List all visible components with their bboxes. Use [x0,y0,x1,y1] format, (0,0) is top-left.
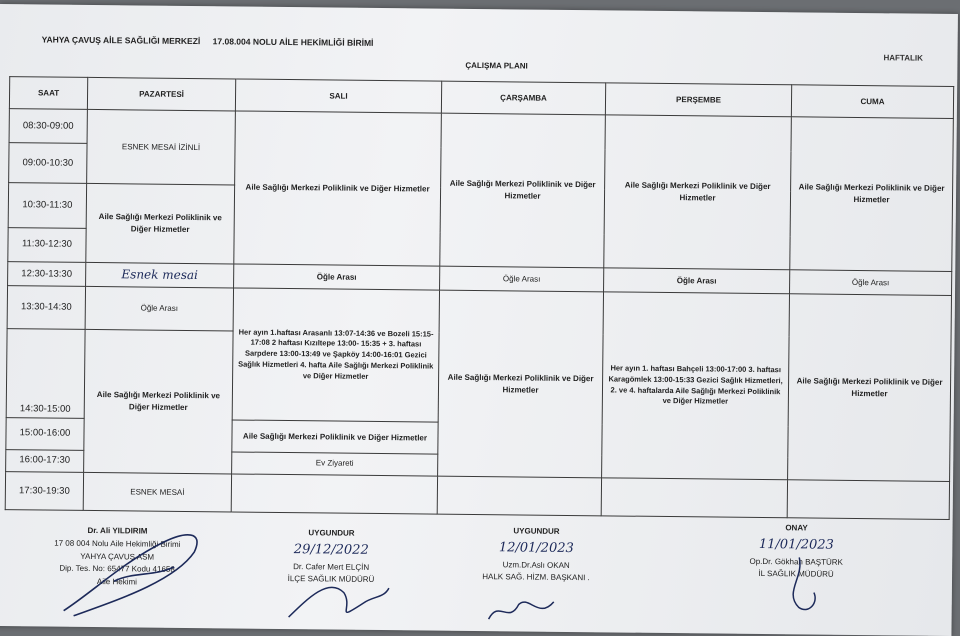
time-slot: 17:30-19:30 [5,471,83,510]
provincial-approval-label: ONAY [785,523,808,533]
organization-name: YAHYA ÇAVUŞ AİLE SAĞLIĞI MERKEZİ [41,34,201,47]
tuesday-outreach-schedule: Her ayın 1.haftası Arasanlı 13:07-14:36 ve Bozeli 15:15-17:08 2 haftası Kızıltepe 13:00- 15:35 + 3. haftası Sarpdere 13:00-13:49 ve Şapköy 14:00-16:01 Gezici Sağlık Hizmetleri 4. hafta Aile Sağlığı Merkezi Poliklinik ve Diğer Hizmetler [232,288,439,422]
tuesday-clinic: Aile Sağlığı Merkezi Poliklinik ve Diğer Hizmetler [234,111,442,265]
empty-cell [231,474,437,514]
provincial-signature-scribble [764,552,835,623]
empty-cell [437,476,601,516]
schedule-document [0,4,958,636]
wednesday-clinic-afternoon: Aile Sağlığı Merkezi Poliklinik ve Diğer Hizmetler [438,290,604,477]
monday-clinic-afternoon: Aile Sağlığı Merkezi Poliklinik ve Diğer Hizmetler [84,329,233,474]
time-slot: 16:00-17:30 [6,449,84,472]
tuesday-home-visit: Ev Ziyareti [232,451,438,476]
district-approval-label: UYGUNDUR [308,528,355,538]
column-header-monday: PAZARTESİ [87,77,235,111]
unit-name: 17.08.004 NOLU AİLE HEKİMLİĞİ BİRİMİ [212,36,374,48]
district-title: İLÇE SAĞLIK MÜDÜRÜ [287,574,375,585]
doctor-unit: 17 08 004 Nolu Aile Hekimliği Birimi [54,538,181,549]
time-slot: 11:30-12:30 [8,228,86,262]
provincial-title: İL SAĞLIK MÜDÜRÜ [758,569,834,580]
doctor-center: YAHYA ÇAVUŞ ASM [80,551,155,562]
monday-flex-leave: ESNEK MESAİ İZİNLİ [87,110,236,185]
empty-cell [601,478,787,518]
district-name: Dr. Cafer Mert ELÇİN [293,561,370,572]
friday-lunch: Öğle Arası [790,269,952,295]
public-health-date: 12/01/2023 [498,540,574,556]
monday-handwritten-note: Esnek mesai [86,262,234,288]
thursday-lunch: Öğle Arası [604,267,790,294]
time-slot: 15:00-16:00 [6,418,84,450]
thursday-clinic: Aile Sağlığı Merkezi Poliklinik ve Diğer Hizmetler [604,115,792,269]
monday-clinic: Aile Sağlığı Merkezi Poliklinik ve Diğer Hizmetler [86,184,235,264]
column-header-time: SAAT [9,77,87,110]
time-slot: 13:30-14:30 [7,286,85,329]
column-header-friday: CUMA [791,85,953,119]
wednesday-lunch: Öğle Arası [440,266,604,292]
public-health-approval-label: UYGUNDUR [513,526,560,536]
monday-lunch: Öğle Arası [85,287,233,331]
public-health-name: Uzm.Dr.Aslı OKAN [502,559,570,570]
document-header [42,34,384,48]
thursday-outreach-schedule: Her ayın 1. haftası Bahçeli 13:00-17:00 3. haftası Karagömlek 13:00-15:33 Gezici Sağlık Hizmetleri, 2. ve 4. haftalarda Aile Sağlığı Merkezi Poliklinik ve Diğer Hizmetler [602,292,790,480]
doctor-signature-scribble [54,521,215,623]
signature-public-health [456,525,617,586]
provincial-name: Op.Dr. Gökhan BAŞTÜRK [749,556,843,567]
friday-clinic-afternoon: Aile Sağlığı Merkezi Poliklinik ve Diğer Hizmetler [788,294,952,481]
public-health-signature-scribble [483,589,563,630]
doctor-diploma: Dip. Tes. No: 65477 Kodu 41658 [59,564,175,575]
column-header-tuesday: SALI [235,79,441,114]
period-label: HAFTALIK [883,53,923,63]
wednesday-clinic: Aile Sağlığı Merkezi Poliklinik ve Diğer Hizmetler [440,114,606,268]
empty-cell [787,480,949,520]
monday-flex-evening: ESNEK MESAİ [83,472,231,512]
column-header-thursday: PERŞEMBE [605,83,791,117]
provincial-date: 11/01/2023 [758,536,834,553]
doctor-title: Aile Hekimi [96,577,138,587]
friday-clinic: Aile Sağlığı Merkezi Poliklinik ve Diğer Hizmetler [790,117,954,271]
time-slot: 12:30-13:30 [8,261,86,286]
time-slot: 14:30-15:00 [6,328,85,418]
tuesday-clinic-afternoon: Aile Sağlığı Merkezi Poliklinik ve Diğer Hizmetler [232,420,438,453]
time-slot: 08:30-09:00 [9,109,87,143]
district-date: 29/12/2022 [293,541,369,558]
time-slot: 09:00-10:30 [9,143,87,184]
tuesday-lunch: Öğle Arası [234,264,440,291]
plan-title: ÇALIŞMA PLANI [465,60,528,71]
public-health-title: HALK SAĞ. HİZM. BAŞKANI . [482,572,590,583]
weekly-schedule-table [5,76,954,520]
column-header-wednesday: ÇARŞAMBA [441,81,605,115]
time-slot: 10:30-11:30 [8,183,86,229]
district-signature-scribble [283,567,394,628]
doctor-name: Dr. Ali YILDIRIM [87,525,148,536]
